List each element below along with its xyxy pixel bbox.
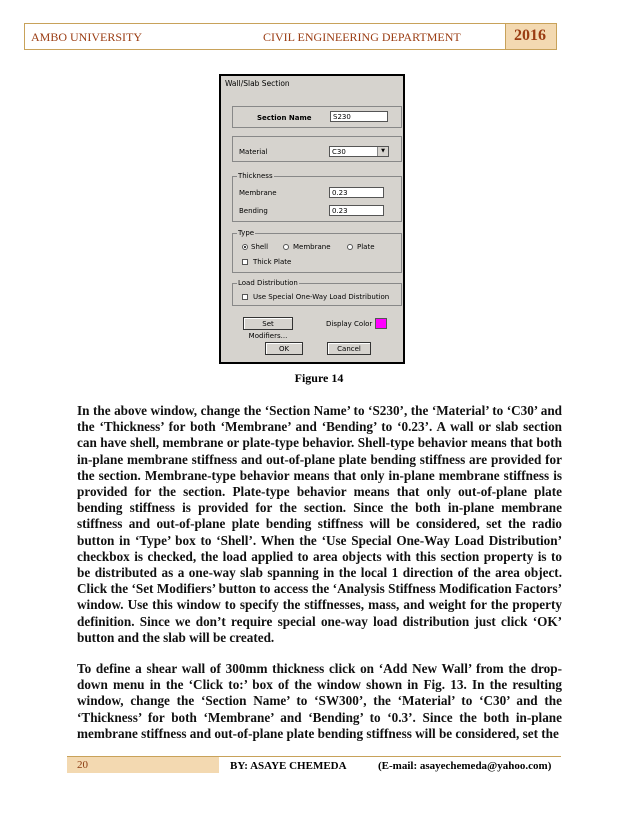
header-year-box <box>505 23 557 50</box>
type-group <box>232 229 402 273</box>
page-number: 20 <box>77 759 88 771</box>
thickness-group <box>232 172 402 222</box>
display-color-label: Display Color <box>326 320 373 328</box>
paragraph-1: In the above window, change the ‘Section Name’ to ‘S230’, the ‘Material’ to ‘C30’ and the ‘Thickness’ for both ‘Membrane’ and ‘Bending’ to ‘0.23’. A wall or slab section can have shell, membrane or plate-type behavior. Shell-type behavior means that both in-plane membrane stiffness and out-of-plane plate bending stiffness are provided for the section. Membrane-type behavior means that only in-plane membrane stiffness is provided for the section. Plate-type behavior means that only out-of-plane plate bending stiffness is provided for the section. Since the both in-plane membrane stiffness and out-of-plane plate bending stiffness will be considered, set the radio button in ‘Type’ box to ‘Shell’. When the ‘Use Special One-Way Load Distribution’ checkbox is checked, the load applied to area objects with this section property is to be distributed as a one-way slab spanning in the local 1 direction of the area object. Click the ‘Set Modifiers’ button to access the ‘Analysis Stiffness Modification Factors’ window. Use this window to specify the stiffnesses, mass, and weight for the property definition. Since we don’t require special one-way load distribution just click ‘OK’ button and the slab will be created. <box>77 403 562 645</box>
section-name-input[interactable]: S230 <box>330 111 388 122</box>
cancel-button[interactable]: Cancel <box>327 342 371 355</box>
dialog-body <box>232 90 402 360</box>
bending-label: Bending <box>239 207 268 215</box>
load-distribution-group <box>232 279 402 306</box>
type-shell-label: Shell <box>251 243 269 251</box>
header-university: AMBO UNIVERSITY <box>31 30 142 44</box>
type-plate-radio[interactable] <box>347 244 353 250</box>
material-select[interactable] <box>329 146 389 157</box>
one-way-load-checkbox[interactable] <box>242 294 248 300</box>
header-department: CIVIL ENGINEERING DEPARTMENT <box>263 30 461 44</box>
ok-button[interactable]: OK <box>265 342 303 355</box>
bending-input[interactable]: 0.23 <box>329 205 384 216</box>
section-name-row <box>232 106 402 128</box>
type-shell-radio[interactable] <box>242 244 248 250</box>
membrane-label: Membrane <box>239 189 277 197</box>
load-distribution-group-label: Load Distribution <box>238 279 298 287</box>
thickness-group-label: Thickness <box>238 172 273 180</box>
footer-email: (E-mail: asayechemeda@yahoo.com) <box>378 760 552 772</box>
type-membrane-radio[interactable] <box>283 244 289 250</box>
display-color-swatch[interactable] <box>375 318 387 329</box>
one-way-load-label: Use Special One-Way Load Distribution <box>253 293 390 301</box>
figure-caption: Figure 14 <box>294 371 344 385</box>
thick-plate-label: Thick Plate <box>253 258 292 266</box>
set-modifiers-button[interactable]: Set Modifiers... <box>243 317 293 330</box>
footer-page-box <box>67 757 219 773</box>
material-label: Material <box>239 148 268 156</box>
type-membrane-label: Membrane <box>293 243 331 251</box>
chevron-down-icon[interactable]: ▼ <box>377 147 388 156</box>
footer-author: BY: ASAYE CHEMEDA <box>230 760 347 772</box>
header-year: 2016 <box>514 27 546 44</box>
type-plate-label: Plate <box>357 243 375 251</box>
dialog-title: Wall/Slab Section <box>225 79 290 88</box>
type-group-label: Type <box>238 229 255 237</box>
page-header <box>24 23 542 50</box>
paragraph-2: To define a shear wall of 300mm thickness click on ‘Add New Wall’ from the drop-down menu in the ‘Click to:’ box of the window shown in Fig. 13. In the resulting window, change the ‘Section Name’ to ‘SW300’, the ‘Material’ to ‘C30’ and the ‘Thickness’ for both ‘Membrane’ and ‘Bending’ to ‘0.3’. Since the both in-plane membrane stiffness and out-of-plane plate bending stiffness will be considered, set the <box>77 661 562 741</box>
material-group <box>232 136 402 162</box>
wall-slab-section-dialog <box>219 74 405 364</box>
thick-plate-checkbox[interactable] <box>242 259 248 265</box>
section-name-label: Section Name <box>257 114 312 122</box>
membrane-input[interactable]: 0.23 <box>329 187 384 198</box>
material-select-value: C30 <box>332 148 346 156</box>
